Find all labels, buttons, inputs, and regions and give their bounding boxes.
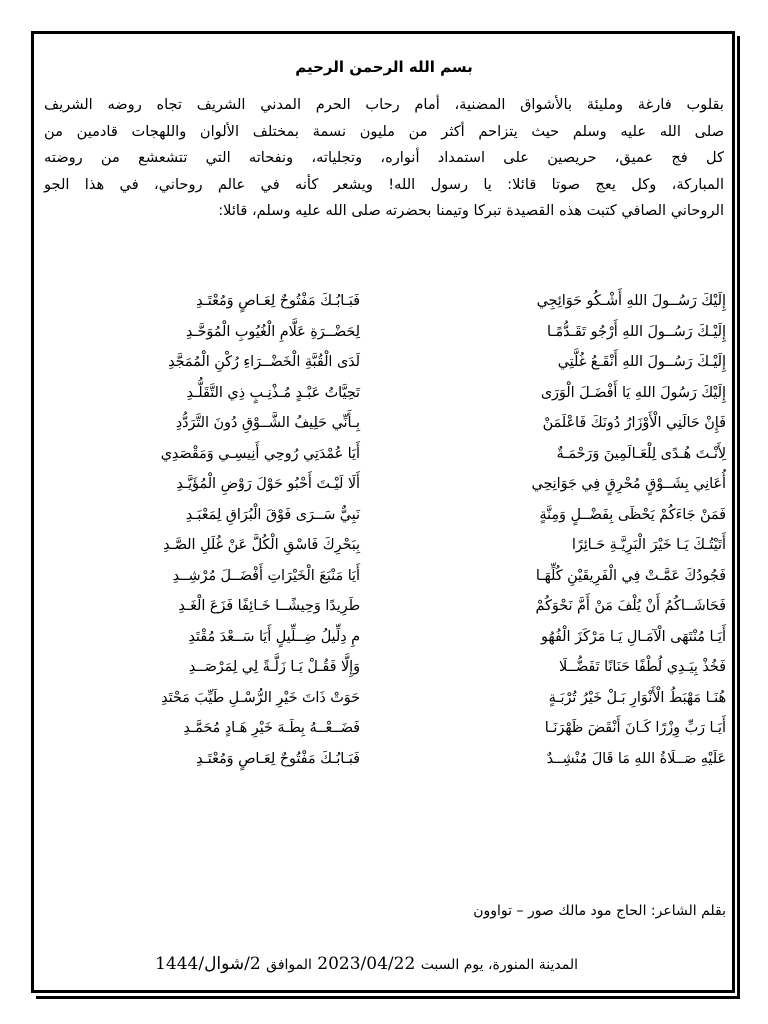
poem-verse bbox=[60, 683, 726, 714]
page-border-shadow-right bbox=[737, 36, 740, 999]
intro-line: الروحاني الصافي كتبت هذه القصيدة تبركا وتيمنا بحضرته صلى الله عليه وسلم، قائلا: bbox=[218, 202, 724, 220]
poem-verse bbox=[60, 591, 726, 622]
poem-verse bbox=[60, 530, 726, 561]
poem-verse bbox=[60, 561, 726, 592]
verse-first-hemistich: فَإِنْ حَالَنِي الْأَوْزَارُ دُونَكَ فَاعْلَمَنْ bbox=[542, 415, 726, 431]
verse-first-hemistich: هُنَـا مَهْبَطُ الْأَنْوَارِ بَـلْ خَيْرُ تُرْبَـةٍ bbox=[548, 689, 726, 706]
verse-second-hemistich: مِ دِلِّيلُ ضِــلِّيلٍ أَيَا سَــعْدَ مُقْتَدِ bbox=[188, 628, 360, 645]
footer-hijri-date: 2/شوال/1444 bbox=[155, 954, 261, 974]
verse-first-hemistich: إِلَيْـكَ رَسُــولَ اللهِ أَنْقَـعُ غُلَّتِي bbox=[557, 354, 726, 370]
verse-first-hemistich: أُعَانِي بِشَــوْقٍ مُحْرِقٍ فِي جَوَانِحِي bbox=[531, 476, 726, 492]
verse-second-hemistich: نَبِيٌّ سَــرَى فَوْقَ الْبُرَاقِ لِمَعْبَـدِ bbox=[185, 506, 360, 523]
basmala-title: بسم الله الرحمن الرحيم bbox=[295, 58, 473, 76]
verse-second-hemistich: أَيَا مَنْبَعَ الْخَيْرَاتِ أَفْضَــلَ مُرْشِــدِ bbox=[172, 567, 360, 584]
poem-verse bbox=[60, 439, 726, 470]
verse-first-hemistich: إِلَيْكَ رَسُولَ اللهِ يَا أَفْضَـلَ الْوَرَى bbox=[540, 384, 726, 401]
verse-second-hemistich: أَلَا لَيْـتَ أَحْبُو حَوْلَ رَوْضِ الْمُؤَيَّـدِ bbox=[176, 476, 360, 492]
poem bbox=[60, 286, 726, 774]
verse-second-hemistich: بِبَحْرِكَ فَاسْقِ الْكُلَّ عَنْ غُلَلِ الصَّـدِ bbox=[163, 537, 360, 553]
poem-verse bbox=[60, 317, 726, 348]
verse-second-hemistich: حَوَتْ ذَاتَ خَيْرِ الرُّسْـلِ طَيِّبَ مَحْتَدِ bbox=[161, 689, 360, 706]
verse-second-hemistich: طَرِيدًا وَحِيشًــا خَـائِفًا فَزَعَ الْغَـدِ bbox=[178, 598, 360, 614]
poem-verse bbox=[60, 286, 726, 317]
verse-first-hemistich: لِأَنْـتَ هُـدًى لِلْعَـالَمِينَ وَرَحْمَـةٌ bbox=[556, 445, 726, 462]
poem-verse bbox=[60, 347, 726, 378]
intro-line: بقلوب فارغة ومليئة بالأشواق المضنية، أمام رحاب الحرم المدني الشريف تجاه روضه الشريف bbox=[44, 96, 724, 113]
verse-first-hemistich: فَخُذْ بِيَـدِي لُطْفًا حَنَانًا تَفَضُّــلَا bbox=[559, 659, 726, 675]
verse-second-hemistich: فَبَـابُـكَ مَفْتُوحٌ لِعَـاصٍ وَمُعْتَـدِ bbox=[196, 750, 360, 767]
poet-signature: بقلم الشاعر: الحاج مود مالك صور – تواوون bbox=[473, 903, 726, 919]
verse-first-hemistich: فَحَاشَــاكُمُ أَنْ يُلْفَ مَنْ أَمَّ نَحْوَكُمْ bbox=[535, 598, 726, 614]
intro-paragraph bbox=[44, 92, 724, 225]
verse-first-hemistich: أَيَـا مُنْتَهَى الْآمَـالِ يَـا مَرْكَزَ الْفُهُو bbox=[540, 628, 726, 645]
verse-second-hemistich: فَضَــعْــهُ بِطَـهَ خَيْرِ هَـادٍ مُحَمَّـدِ bbox=[183, 720, 360, 736]
poem-verse bbox=[60, 500, 726, 531]
intro-line: المباركة، وكل يعج صوتا قائلا: يا رسول الله! ويشعر كأنه في عالم روحاني، في هذا الجو bbox=[44, 175, 724, 193]
verse-first-hemistich: عَلَيْهِ صَــلَاةُ اللهِ مَا قَالَ مُنْشِــدٌ bbox=[546, 750, 726, 767]
footer-gregorian-date: 2023/04/22 bbox=[317, 954, 416, 974]
poem-verse bbox=[60, 378, 726, 409]
footer-hijri-prefix: الموافق bbox=[266, 957, 312, 973]
intro-line: صلى الله عليه وسلم حيث يتزاحم أكثر من مليون نسمة بمختلف الألوان واللهجات قادمين من bbox=[44, 122, 724, 140]
poem-verse bbox=[60, 652, 726, 683]
verse-first-hemistich: إِلَيْكَ رَسُــولَ اللهِ أَشْـكُو حَوَائِجِي bbox=[536, 293, 726, 309]
verse-second-hemistich: بِـأَنِّي حَلِيفُ الشَّــوْقِ دُونَ التَّرَدُّدِ bbox=[175, 415, 360, 431]
poem-verse bbox=[60, 622, 726, 653]
verse-first-hemistich: أَيَـا رَبِّ وِزْرًا كَـانَ أَنْقَضَ ظَهْرَنَـا bbox=[544, 720, 726, 736]
poem-verse bbox=[60, 408, 726, 439]
verse-second-hemistich: أَيَا عُمْدَتِي رُوحِي أَنِيسِـي وَمَقْصَدِي bbox=[160, 445, 360, 462]
verse-second-hemistich: وَإِلَّا فَقُـلْ يَـا زَلَّـةً لِي لِمَرْصَــدِ bbox=[188, 659, 360, 675]
verse-first-hemistich: فَجُودُكَ عَمَّـتْ فِي الْفَرِيقَيْنِ كُلِّهَـا bbox=[535, 567, 726, 584]
verse-second-hemistich: لَدَى الْقُبَّةِ الْخَضْــرَاءِ رُكْنِ الْمُمَجَّدِ bbox=[168, 354, 360, 370]
verse-first-hemistich: أَتَيْتُـكَ يَـا خَيْرَ الْبَرِيَّـةِ حَـائِرًا bbox=[571, 537, 726, 553]
date-footer bbox=[58, 954, 578, 974]
verse-second-hemistich: فَبَـابُـكَ مَفْتُوحٌ لِعَـاصٍ وَمُعْتَـدِ bbox=[196, 293, 360, 309]
verse-second-hemistich: تَحِيَّاتُ عَبْـدٍ مُـذْنِـبٍ ذِي التَّقَلُّـدِ bbox=[186, 384, 360, 401]
footer-place: المدينة المنورة، يوم السبت bbox=[420, 957, 578, 973]
verse-first-hemistich: فَمَنْ جَاءَكُمْ يَحْظَى بِفَضْــلٍ وَمِنَّةٍ bbox=[539, 506, 726, 523]
poem-verse bbox=[60, 469, 726, 500]
page-border-shadow-bottom bbox=[36, 996, 740, 999]
verse-first-hemistich: إِلَيْـكَ رَسُــولَ اللهِ أَرْجُو تَقَـدُّمًـا bbox=[546, 323, 726, 340]
verse-second-hemistich: لِحَضْــرَةِ عَلَّامِ الْغُيُوبِ الْمُوَحَّـدِ bbox=[185, 323, 360, 340]
poem-verse bbox=[60, 713, 726, 744]
poem-verse bbox=[60, 744, 726, 775]
intro-line: كل فج عميق، حريصين على استمداد أنواره، وتجلياته، ونفحاته التي تتشعشع من روضته bbox=[44, 149, 724, 167]
